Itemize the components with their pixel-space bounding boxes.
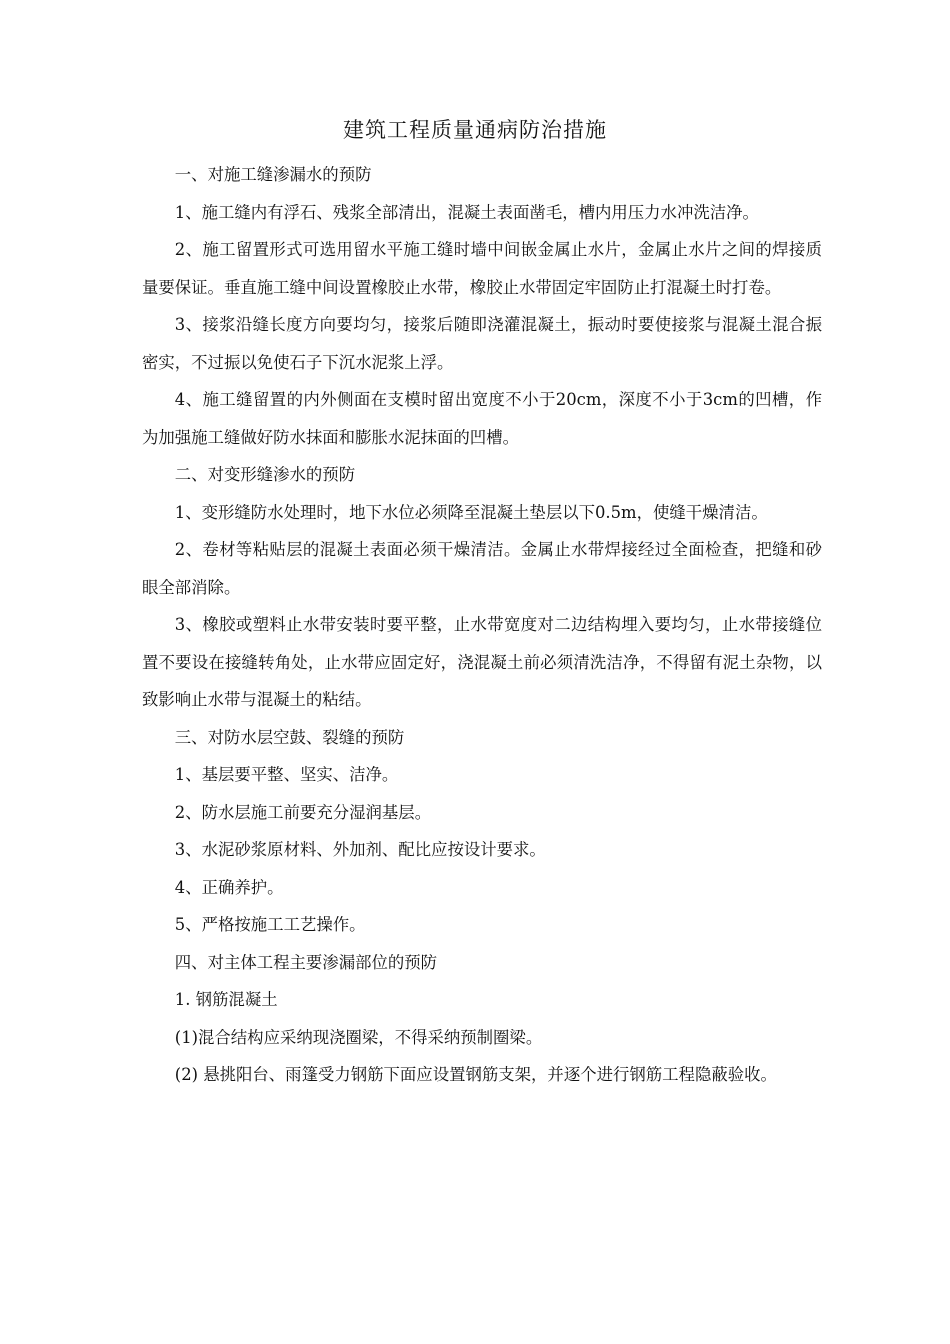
paragraph: 5、严格按施工工艺操作。 xyxy=(174,915,366,934)
paragraph: 1、基层要平整、坚实、洁净。 xyxy=(174,765,399,784)
section-heading-2: 二、对变形缝渗水的预防 xyxy=(174,465,356,484)
document-body xyxy=(142,156,822,1094)
paragraph: 2、施工留置形式可选用留水平施工缝时墙中间嵌金属止水片，金属止水片之间的焊接质量要保证。垂直施工缝中间设置橡胶止水带，橡胶止水带固定牢固防止打混凝土时打卷。 xyxy=(142,240,822,297)
paragraph: 3、水泥砂浆原材料、外加剂、配比应按设计要求。 xyxy=(174,840,546,859)
document-title: 建筑工程质量通病防治措施 xyxy=(343,118,607,142)
paragraph: 3、橡胶或塑料止水带安装时要平整，止水带宽度对二边结构埋入要均匀，止水带接缝位置不要设在接缝转角处，止水带应固定好，浇混凝土前必须清洗洁净，不得留有泥土杂物，以致影响止水带与混凝土的粘结。 xyxy=(142,615,822,709)
section-heading-1: 一、对施工缝渗漏水的预防 xyxy=(174,165,372,184)
paragraph: 2、防水层施工前要充分湿润基层。 xyxy=(174,802,432,822)
paragraph: 3、接浆沿缝长度方向要均匀，接浆后随即浇灌混凝土，振动时要使接浆与混凝土混合振密实，不过振以免使石子下沉水泥浆上浮。 xyxy=(142,315,822,372)
paragraph: 1、施工缝内有浮石、残浆全部清出，混凝土表面凿毛，槽内用压力水冲洗洁净。 xyxy=(174,202,759,222)
subsection-heading: 1. 钢筋混凝土 xyxy=(174,990,278,1009)
paragraph: 4、正确养护。 xyxy=(174,877,284,897)
paragraph: (1)混合结构应采纳现浇圈梁，不得采纳预制圈梁。 xyxy=(174,1027,543,1047)
paragraph: 4、施工缝留置的内外侧面在支模时留出宽度不小于20cm，深度不小于3cm的凹槽，作为加强施工缝做好防水抹面和膨胀水泥抹面的凹槽。 xyxy=(142,390,822,447)
paragraph: 2、卷材等粘贴层的混凝土表面必须干燥清洁。金属止水带焊接经过全面检查，把缝和砂眼全部消除。 xyxy=(142,540,822,597)
section-heading-3: 三、对防水层空鼓、裂缝的预防 xyxy=(174,727,405,747)
section-heading-4: 四、对主体工程主要渗漏部位的预防 xyxy=(174,952,438,972)
paragraph: 1、变形缝防水处理时，地下水位必须降至混凝土垫层以下0.5m，使缝干燥清洁。 xyxy=(174,502,768,522)
paragraph: (2) 悬挑阳台、雨篷受力钢筋下面应设置钢筋支架，并逐个进行钢筋工程隐蔽验收。 xyxy=(174,1065,777,1084)
